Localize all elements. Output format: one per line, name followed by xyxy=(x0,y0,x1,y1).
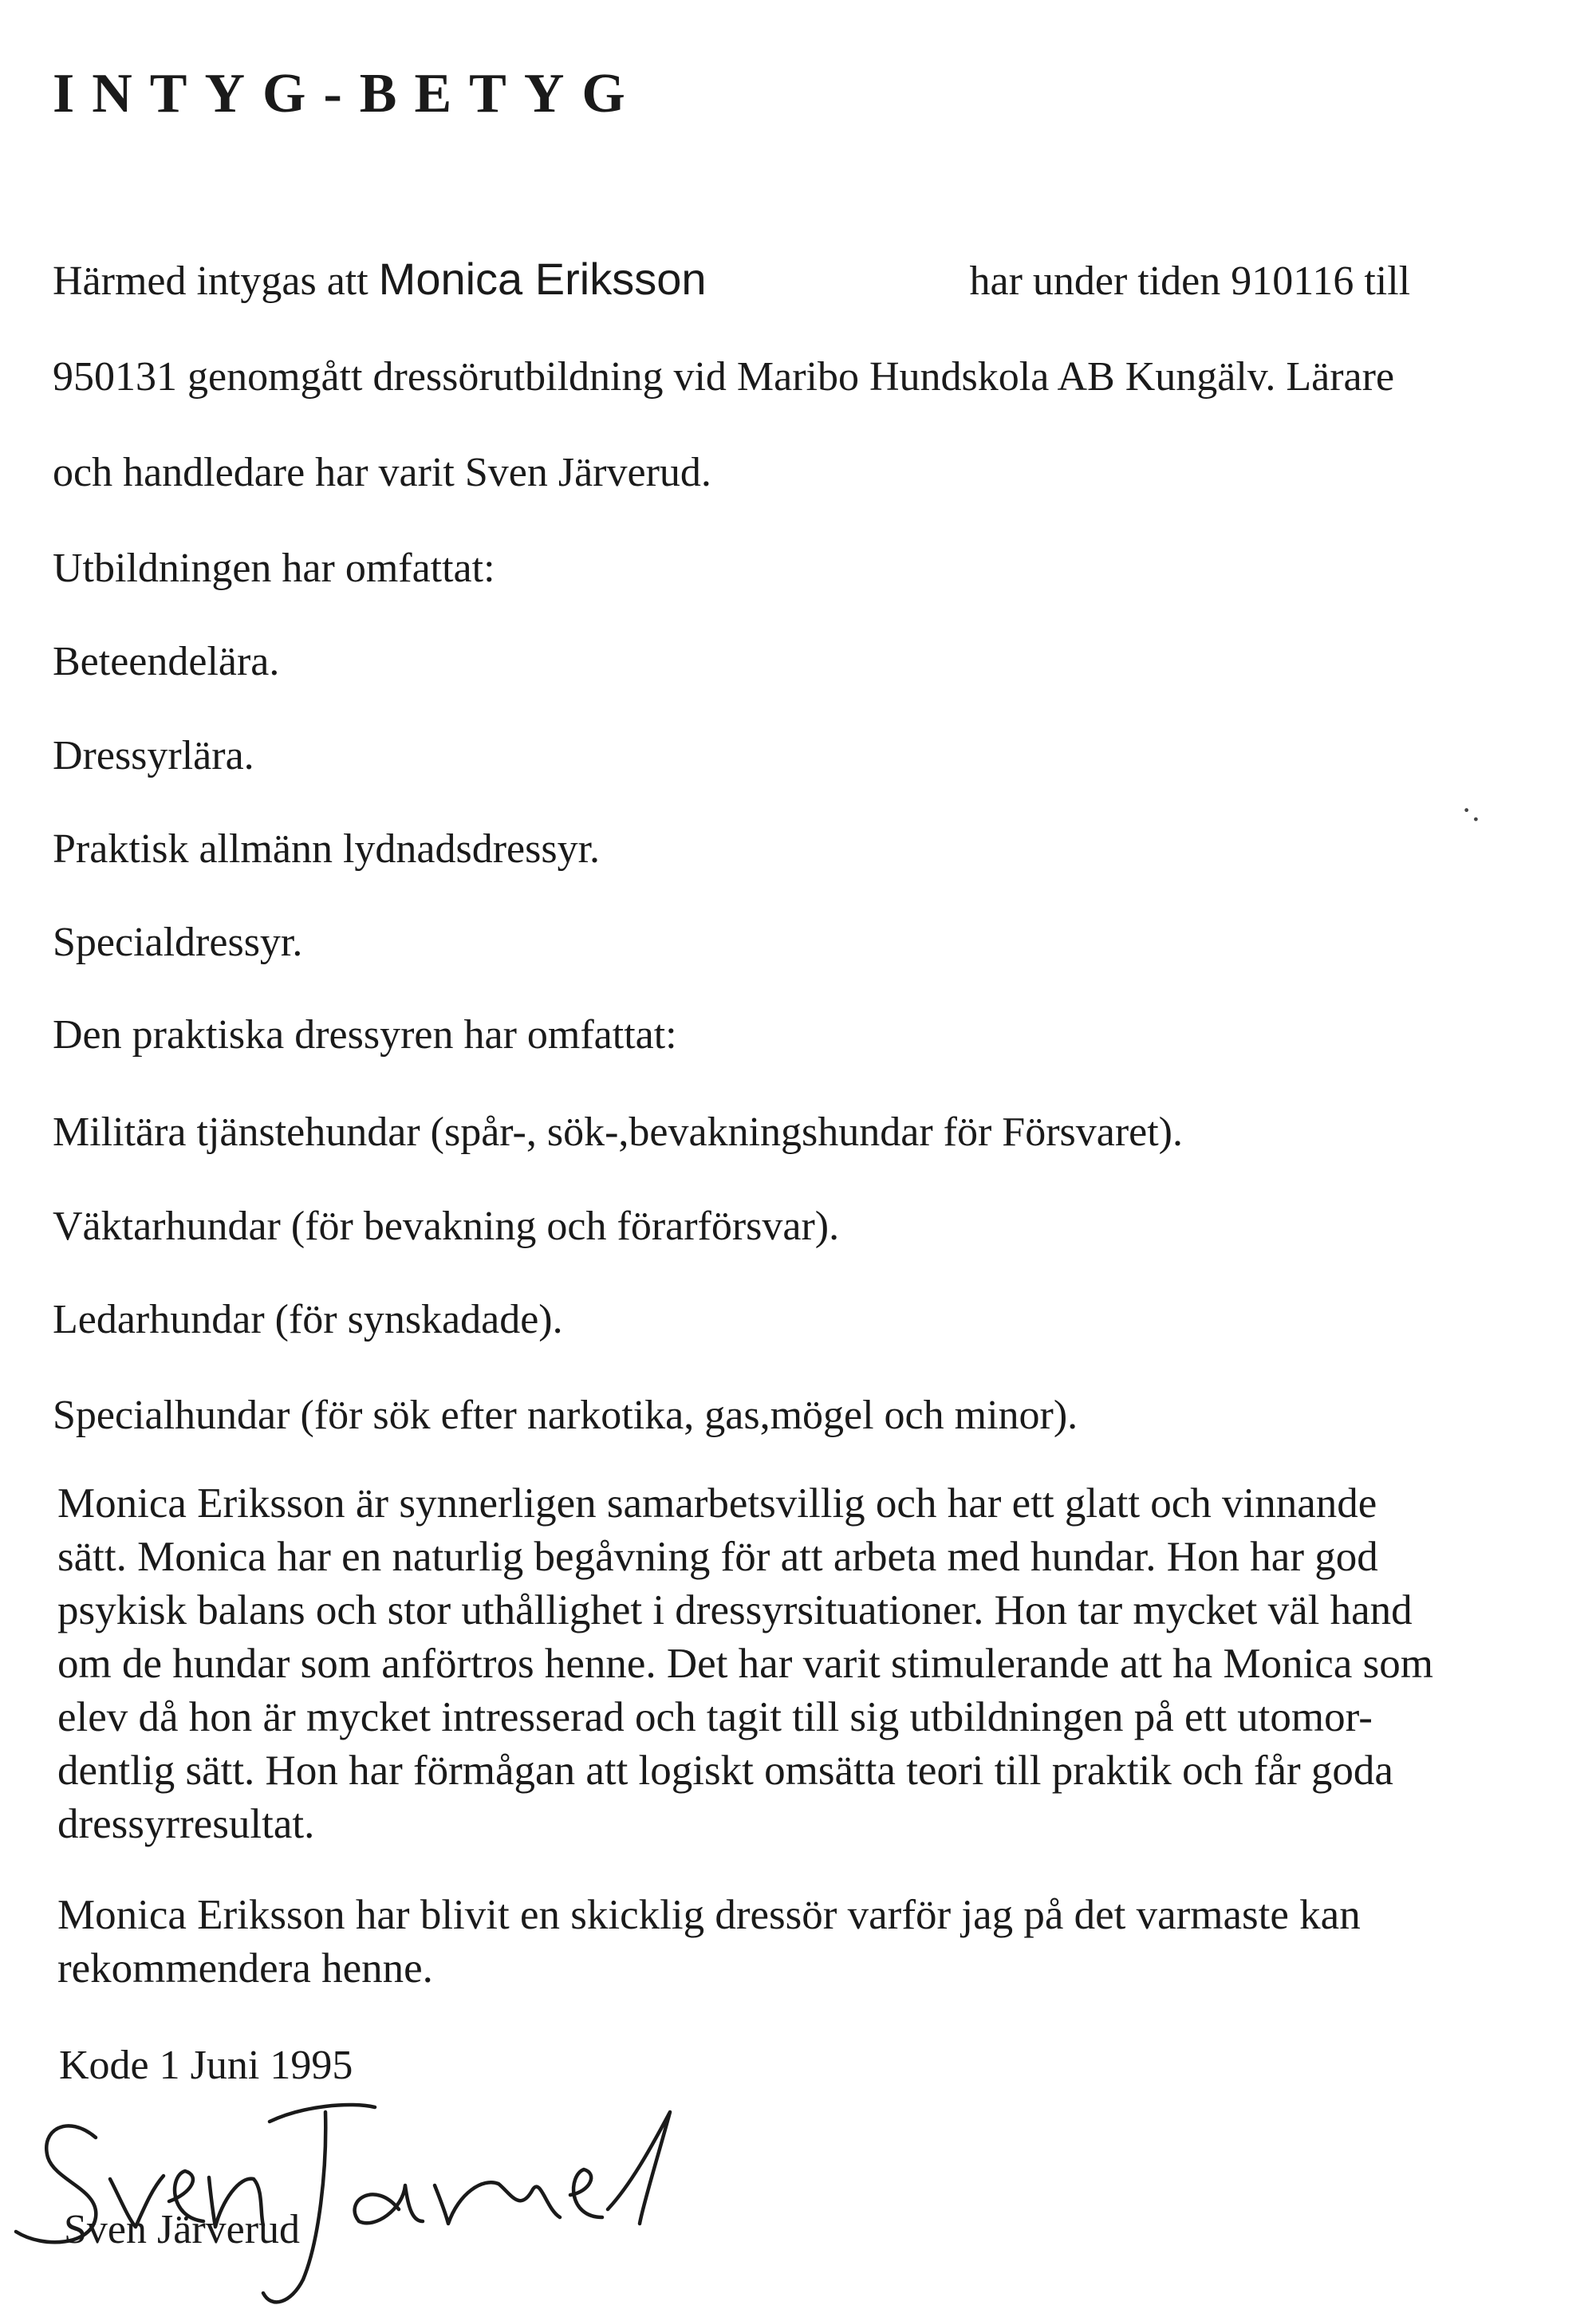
assessment-line: elev då hon är mycket intresserad och tagit till sig utbildningen på ett utomor- xyxy=(57,1694,1373,1740)
assessment-paragraph xyxy=(57,1477,1589,1851)
assessment-line: Monica Eriksson är synnerligen samarbetsvillig och har ett glatt och vinnande xyxy=(57,1480,1377,1527)
intro-line-3: och handledare har varit Sven Järverud. xyxy=(53,450,711,495)
handwritten-signature xyxy=(0,2090,718,2313)
education-item: Praktisk allmänn lydnadsdressyr. xyxy=(53,826,601,872)
student-name: Monica Eriksson xyxy=(378,254,707,304)
signer-name: Sven Järverud xyxy=(64,2207,301,2252)
assessment-line: dentlig sätt. Hon har förmågan att logiskt omsätta teori till praktik och får goda xyxy=(57,1748,1393,1794)
practical-heading: Den praktiska dressyren har omfattat: xyxy=(53,1012,677,1058)
intro-suffix: har under tiden 910116 till xyxy=(969,258,1411,304)
assessment-line: sätt. Monica har en naturlig begåvning för att arbeta med hundar. Hon har god xyxy=(57,1534,1378,1580)
assessment-line: dressyrresultat. xyxy=(57,1801,315,1847)
practical-item: Ledarhundar (för synskadade). xyxy=(53,1297,563,1342)
intro-line-1 xyxy=(53,255,1410,305)
education-item: Specialdressyr. xyxy=(53,920,303,965)
education-heading: Utbildningen har omfattat: xyxy=(53,546,495,591)
scan-speck: ·. xyxy=(1461,792,1480,828)
education-item: Beteendelära. xyxy=(53,639,280,684)
practical-item: Väktarhundar (för bevakning och förarförsvar). xyxy=(53,1204,840,1249)
practical-item: Militära tjänstehundar (spår-, sök-,bevakningshundar för Försvaret). xyxy=(53,1109,1183,1155)
document-title: INTYG-BETYG xyxy=(53,63,643,124)
education-item: Dressyrlära. xyxy=(53,733,254,778)
recommendation-paragraph xyxy=(57,1889,1589,1996)
place-date: Kode 1 Juni 1995 xyxy=(59,2043,353,2088)
intro-line-2: 950131 genomgått dressörutbildning vid Maribo Hundskola AB Kungälv. Lärare xyxy=(53,354,1395,400)
recommendation-line: Monica Eriksson har blivit en skicklig dressör varför jag på det varmaste kan xyxy=(57,1892,1361,1938)
intro-prefix: Härmed intygas att xyxy=(53,258,368,304)
assessment-line: psykisk balans och stor uthållighet i dressyrsituationer. Hon tar mycket väl hand xyxy=(57,1587,1413,1633)
recommendation-line: rekommendera henne. xyxy=(57,1945,433,1992)
practical-item: Specialhundar (för sök efter narkotika, gas,mögel och minor). xyxy=(53,1393,1078,1438)
assessment-line: om de hundar som anförtros henne. Det har varit stimulerande att ha Monica som xyxy=(57,1641,1433,1687)
